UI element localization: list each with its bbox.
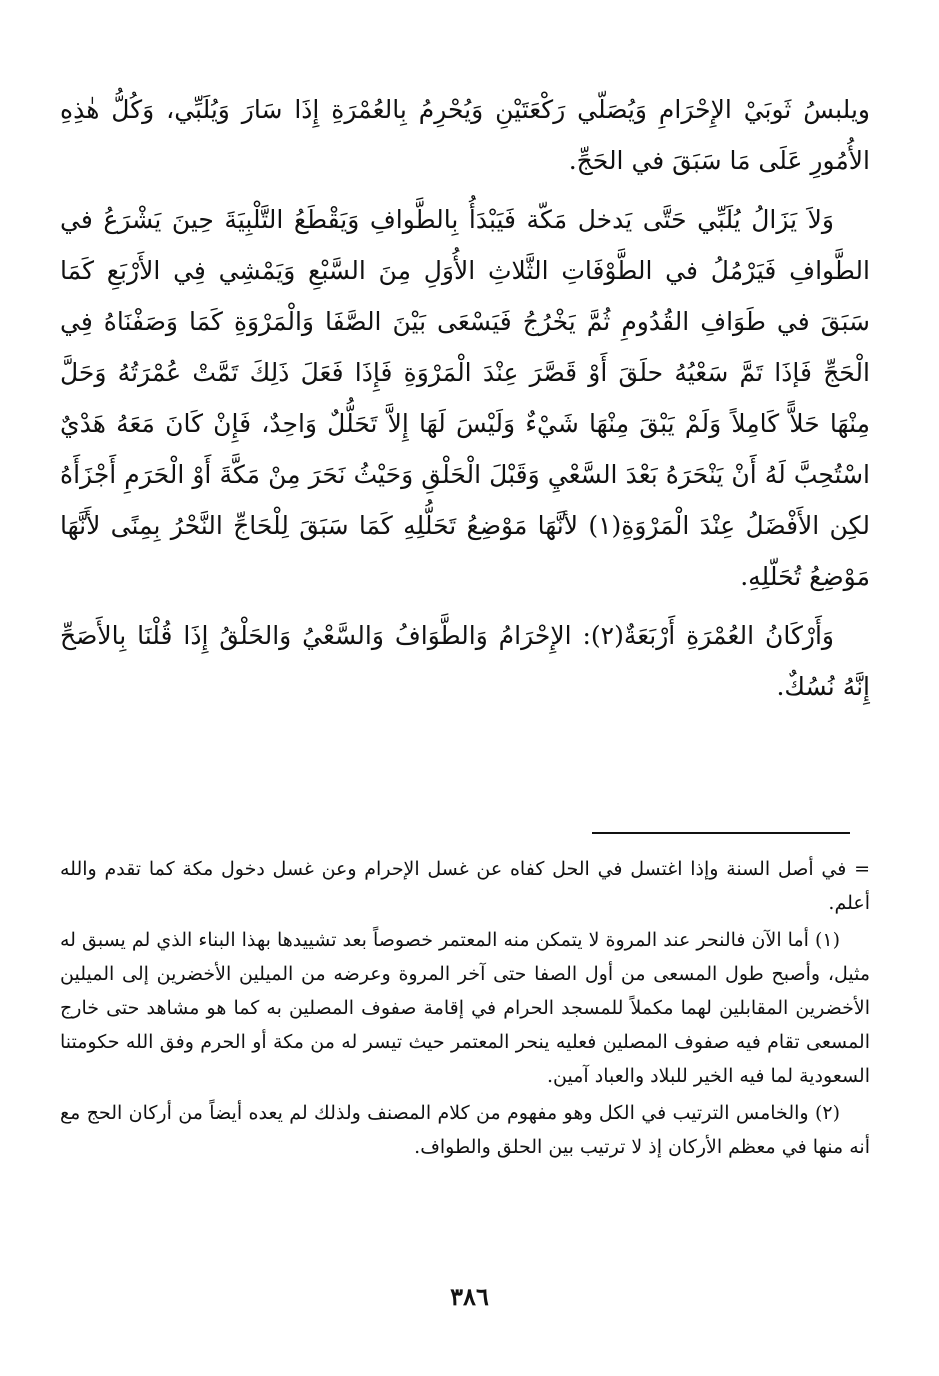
footnote-2: (٢) والخامس الترتيب في الكل وهو مفهوم من كلام المصنف ولذلك لم يعده أيضاً من أركان الحج مع أنه منها في معظم الأركان إذ لا ترتيب بين الحلق والطواف. (60, 1102, 870, 1158)
main-paragraph-1: ويلبسُ ثَوبَيْ الإِحْرَامِ وَيُصَلّي رَكْعَتَيْنِ وَيُحْرِمُ بِالعُمْرَةِ إِذَا سَارَ وَيُلَبِّي، وَكُلُّ هٰذِهِ الأُمُورِ عَلَى مَا سَبَقَ في الحَجِّ. (60, 95, 870, 175)
main-paragraph-2: وَلاَ يَزَالُ يُلَبِّي حَتَّى يَدخل مَكّة فَيَبْدَأُ بِالطَّوافِ وَيَقْطَعُ التَّلْبِيَةَ حِينَ يَشْرَعُ في الطَّوافِ فَيَرْمُلُ في الطَّوْفَاتِ الثَّلاثِ الأُوَلِ مِنَ السَّبْعِ وَيَمْشِي فِي الأَرْبَعِ كَمَا سَبَقَ في طَوَافِ القُدُومِ ثُمَّ يَخْرُجُ فَيَسْعَى بَيْنَ الصَّفَا وَالْمَرْوَةِ كَمَا وَصَفْنَاهُ فِي الْحَجِّ فَإذَا تَمَّ سَعْيُهُ حلَقَ أَوْ قَصَّرَ عِنْدَ الْمَرْوَةِ فَإِذَا فَعَلَ ذَلِكَ تَمَّتْ عُمْرَتُهُ وَحَلَّ مِنْهَا حَلاًّ كَامِلاً وَلَمْ يَبْقَ مِنْهَا شَيْءٌ وَلَيْسَ لَهَا إِلاَّ تَحَلُّلٌ وَاحِدٌ، فَإِنْ كَانَ مَعَهُ هَدْيٌ اسْتُحِبَّ لَهُ أَنْ يَنْحَرَهُ بَعْدَ السَّعْيِ وَقَبْلَ الْحَلْقِ وَحَيْثُ نَحَرَ مِنْ مَكَّةَ أَوْ الْحَرَمِ أَجْزَأَهُ لكِن الأَفْضَلُ عِنْدَ الْمَرْوَةِ(١) لأنَّهَا مَوْضِعُ تَحَلُّلِهِ كَمَا سَبَقَ لِلْحَاجِّ النَّحْرُ بِمِنًى لأَنَّهَا مَوْضِعُ تُحَلّلِهِ. (60, 205, 871, 591)
main-paragraph-3: وَأَرْكَانُ العُمْرَةِ أَرْبَعَةٌ(٢): الإِحْرَامُ وَالطَّوَافُ وَالسَّعْيُ وَالحَلْقُ إِذَا قُلْنَا بِالأَصَحِّ إِنَّهُ نُسُكٌ. (60, 621, 870, 701)
footnote-1: (١) أما الآن فالنحر عند المروة لا يتمكن منه المعتمر خصوصاً بعد تشييدها بهذا البناء الذي لم يسبق له مثيل، وأصبح طول المسعى من أول الصفا حتى آخر المروة وعرضه من الميلين الأخضرين إلى الميلين الأخضرين المقابلين لهما مكملاً للمسجد الحرام في إقامة صفوف المصلين به كما هو مشاهد حتى خارج المسعى تقام فيه صفوف المصلين فعليه ينحر المعتمر حيث تيسر له من مكة أو الحرم وفق الله حكومتنا السعودية لما فيه الخير للبلاد والعباد آمين. (60, 929, 871, 1087)
footnote-continuation: = في أصل السنة وإذا اغتسل في الحل كفاه عن غسل الإحرام وعن غسل دخول مكة كما تقدم والله أعلم. (60, 858, 870, 914)
footnotes (60, 852, 870, 1167)
page-number: ٣٨٦ (450, 1282, 489, 1311)
main-text (60, 84, 870, 720)
footnote-separator (592, 832, 850, 834)
